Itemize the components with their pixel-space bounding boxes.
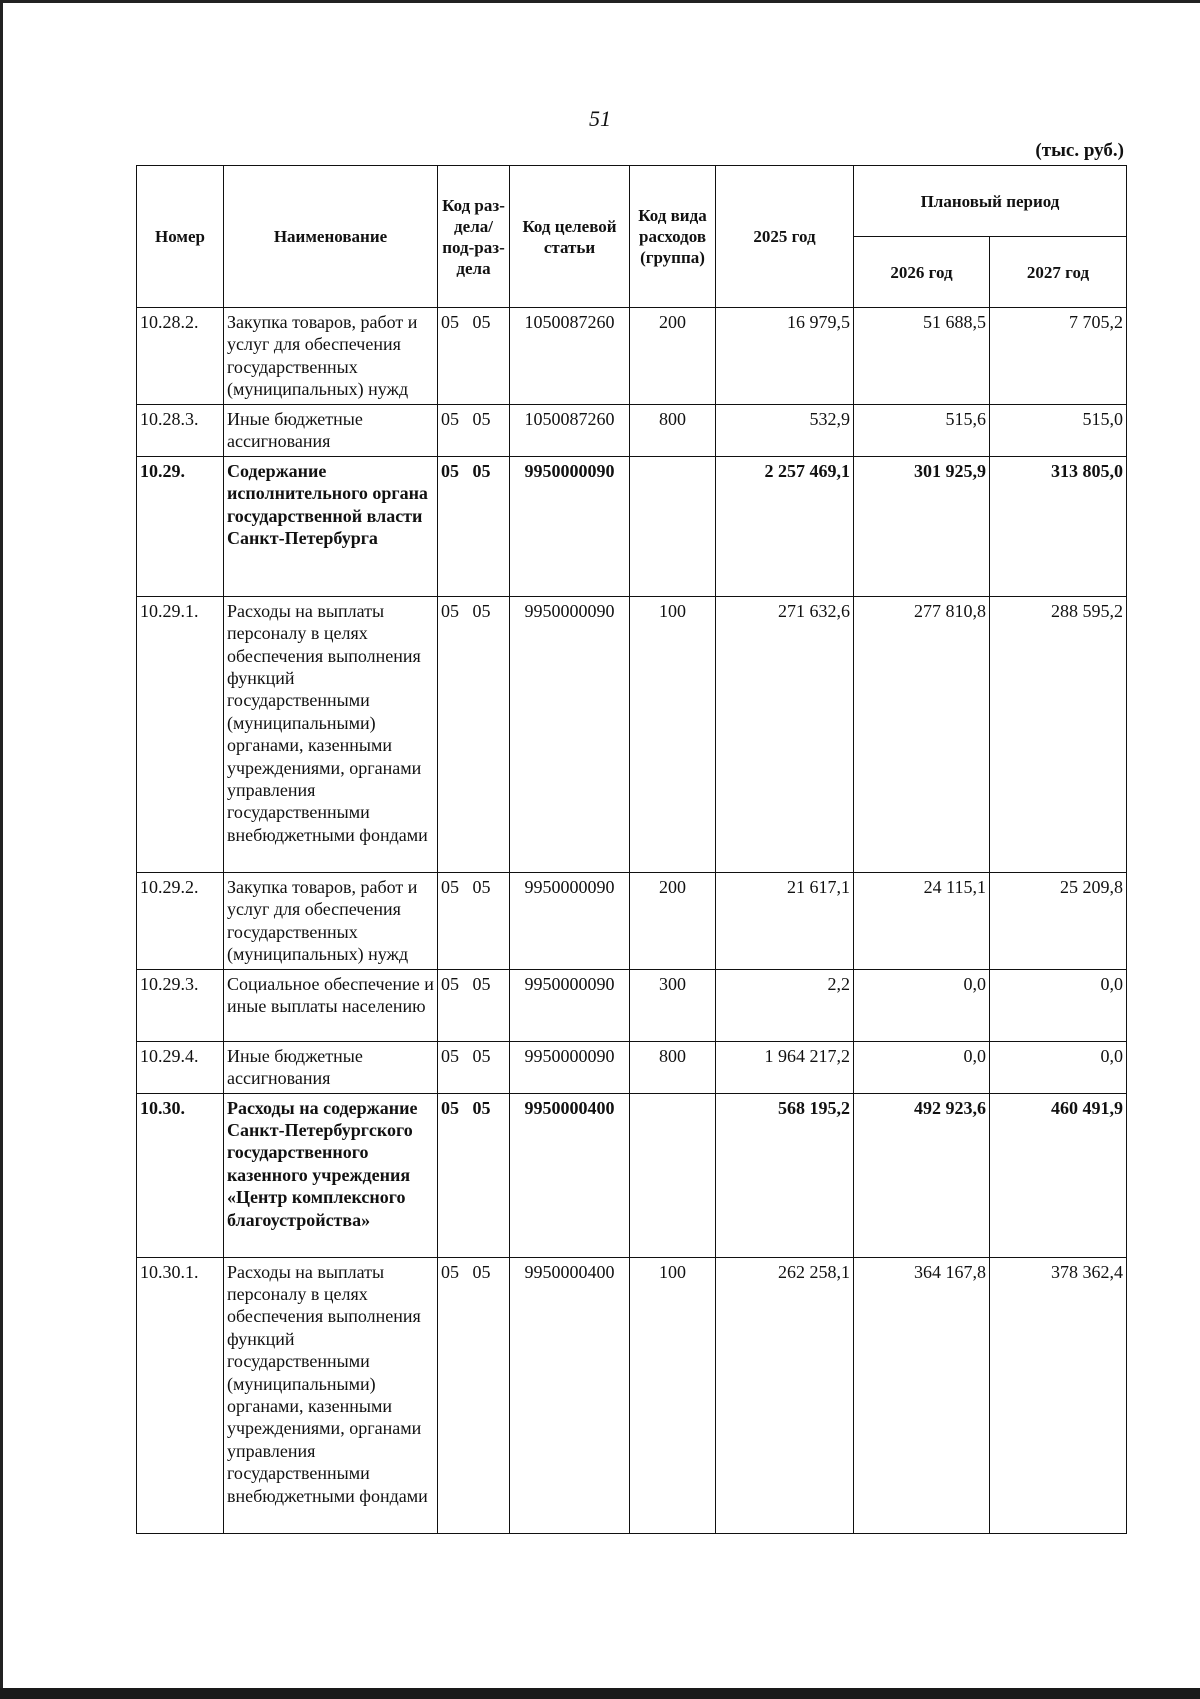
header-section-code bbox=[438, 166, 510, 308]
row-expense-type bbox=[630, 1093, 716, 1257]
row-amount-2026: 492 923,6 bbox=[854, 1093, 990, 1257]
row-number: 10.28.3. bbox=[137, 405, 224, 457]
row-amount-2027: 0,0 bbox=[990, 1041, 1127, 1093]
row-target-code: 1050087260 bbox=[510, 308, 630, 405]
row-amount-2027: 313 805,0 bbox=[990, 456, 1127, 596]
row-amount-2026: 277 810,8 bbox=[854, 596, 990, 872]
row-expense-type bbox=[630, 456, 716, 596]
row-target-code: 9950000400 bbox=[510, 1257, 630, 1533]
table-row bbox=[137, 405, 1127, 457]
table-body bbox=[137, 308, 1127, 1534]
row-expense-type: 200 bbox=[630, 872, 716, 969]
row-number: 10.29.2. bbox=[137, 872, 224, 969]
scan-border-left bbox=[0, 0, 3, 1699]
header-number: Номер bbox=[137, 166, 224, 308]
row-amount-2027: 378 362,4 bbox=[990, 1257, 1127, 1533]
row-target-code: 9950000090 bbox=[510, 596, 630, 872]
row-number: 10.29.4. bbox=[137, 1041, 224, 1093]
row-amount-2026: 0,0 bbox=[854, 1041, 990, 1093]
units-label: (тыс. руб.) bbox=[1035, 140, 1124, 161]
row-name: Расходы на содержание Санкт-Петербургского государственного казенного учреждения «Центр комплексного благоустройства» bbox=[224, 1093, 438, 1257]
header-2025: 2025 год bbox=[716, 166, 854, 308]
row-target-code: 1050087260 bbox=[510, 405, 630, 457]
header-2026: 2026 год bbox=[854, 237, 990, 308]
row-amount-2025: 568 195,2 bbox=[716, 1093, 854, 1257]
scan-border-bottom bbox=[0, 1688, 1200, 1699]
row-name: Расходы на выплаты персоналу в целях обеспечения выполнения функций государственными (муниципальными) органами, казенными учреждениями, органами управления государственными внебюджетными фондами bbox=[224, 1257, 438, 1533]
row-expense-type: 800 bbox=[630, 1041, 716, 1093]
header-name: Наименование bbox=[224, 166, 438, 308]
row-amount-2027: 288 595,2 bbox=[990, 596, 1127, 872]
row-amount-2026: 301 925,9 bbox=[854, 456, 990, 596]
row-target-code: 9950000090 bbox=[510, 872, 630, 969]
row-amount-2027: 25 209,8 bbox=[990, 872, 1127, 969]
row-section-code: 05 05 bbox=[438, 1093, 510, 1257]
row-target-code: 9950000400 bbox=[510, 1093, 630, 1257]
scan-border-top bbox=[0, 0, 1200, 3]
table-row bbox=[137, 308, 1127, 405]
row-number: 10.29. bbox=[137, 456, 224, 596]
table-row bbox=[137, 596, 1127, 872]
row-expense-type: 800 bbox=[630, 405, 716, 457]
row-number: 10.29.3. bbox=[137, 969, 224, 1041]
row-amount-2026: 51 688,5 bbox=[854, 308, 990, 405]
row-name: Иные бюджетные ассигнования bbox=[224, 405, 438, 457]
row-section-code: 05 05 bbox=[438, 596, 510, 872]
row-name: Содержание исполнительного органа государственной власти Санкт-Петербурга bbox=[224, 456, 438, 596]
header-target-code: Код целевой статьи bbox=[510, 166, 630, 308]
row-name: Закупка товаров, работ и услуг для обеспечения государственных (муниципальных) нужд bbox=[224, 872, 438, 969]
table-row bbox=[137, 1041, 1127, 1093]
row-amount-2026: 24 115,1 bbox=[854, 872, 990, 969]
table-row bbox=[137, 969, 1127, 1041]
row-amount-2025: 2,2 bbox=[716, 969, 854, 1041]
row-amount-2025: 262 258,1 bbox=[716, 1257, 854, 1533]
header-section-code-text: Код раз-дела/ под-раз-дела bbox=[442, 195, 505, 278]
row-section-code: 05 05 bbox=[438, 308, 510, 405]
table-row bbox=[137, 872, 1127, 969]
row-expense-type: 300 bbox=[630, 969, 716, 1041]
page-number: 51 bbox=[589, 106, 611, 131]
row-amount-2025: 16 979,5 bbox=[716, 308, 854, 405]
row-section-code: 05 05 bbox=[438, 872, 510, 969]
row-name: Расходы на выплаты персоналу в целях обеспечения выполнения функций государственными (муниципальными) органами, казенными учреждениями, органами управления государственными внебюджетными фондами bbox=[224, 596, 438, 872]
row-number: 10.30. bbox=[137, 1093, 224, 1257]
row-amount-2025: 532,9 bbox=[716, 405, 854, 457]
header-2027: 2027 год bbox=[990, 237, 1127, 308]
table-row bbox=[137, 1257, 1127, 1533]
row-amount-2027: 460 491,9 bbox=[990, 1093, 1127, 1257]
row-expense-type: 100 bbox=[630, 596, 716, 872]
row-name: Иные бюджетные ассигнования bbox=[224, 1041, 438, 1093]
row-number: 10.29.1. bbox=[137, 596, 224, 872]
row-number: 10.28.2. bbox=[137, 308, 224, 405]
row-target-code: 9950000090 bbox=[510, 1041, 630, 1093]
row-amount-2025: 271 632,6 bbox=[716, 596, 854, 872]
row-amount-2026: 515,6 bbox=[854, 405, 990, 457]
table-row bbox=[137, 1093, 1127, 1257]
header-planned-period: Плановый период bbox=[854, 166, 1127, 237]
row-section-code: 05 05 bbox=[438, 456, 510, 596]
row-section-code: 05 05 bbox=[438, 1041, 510, 1093]
row-name: Социальное обеспечение и иные выплаты населению bbox=[224, 969, 438, 1041]
row-amount-2025: 2 257 469,1 bbox=[716, 456, 854, 596]
row-amount-2026: 364 167,8 bbox=[854, 1257, 990, 1533]
row-name: Закупка товаров, работ и услуг для обеспечения государственных (муниципальных) нужд bbox=[224, 308, 438, 405]
row-amount-2026: 0,0 bbox=[854, 969, 990, 1041]
row-section-code: 05 05 bbox=[438, 405, 510, 457]
row-expense-type: 200 bbox=[630, 308, 716, 405]
table-row bbox=[137, 456, 1127, 596]
row-amount-2025: 21 617,1 bbox=[716, 872, 854, 969]
row-amount-2027: 7 705,2 bbox=[990, 308, 1127, 405]
header-expense-type: Код вида расходов (группа) bbox=[630, 166, 716, 308]
row-target-code: 9950000090 bbox=[510, 456, 630, 596]
row-target-code: 9950000090 bbox=[510, 969, 630, 1041]
row-section-code: 05 05 bbox=[438, 969, 510, 1041]
row-expense-type: 100 bbox=[630, 1257, 716, 1533]
row-amount-2025: 1 964 217,2 bbox=[716, 1041, 854, 1093]
row-amount-2027: 515,0 bbox=[990, 405, 1127, 457]
row-number: 10.30.1. bbox=[137, 1257, 224, 1533]
row-section-code: 05 05 bbox=[438, 1257, 510, 1533]
row-amount-2027: 0,0 bbox=[990, 969, 1127, 1041]
budget-table bbox=[136, 165, 1127, 1534]
